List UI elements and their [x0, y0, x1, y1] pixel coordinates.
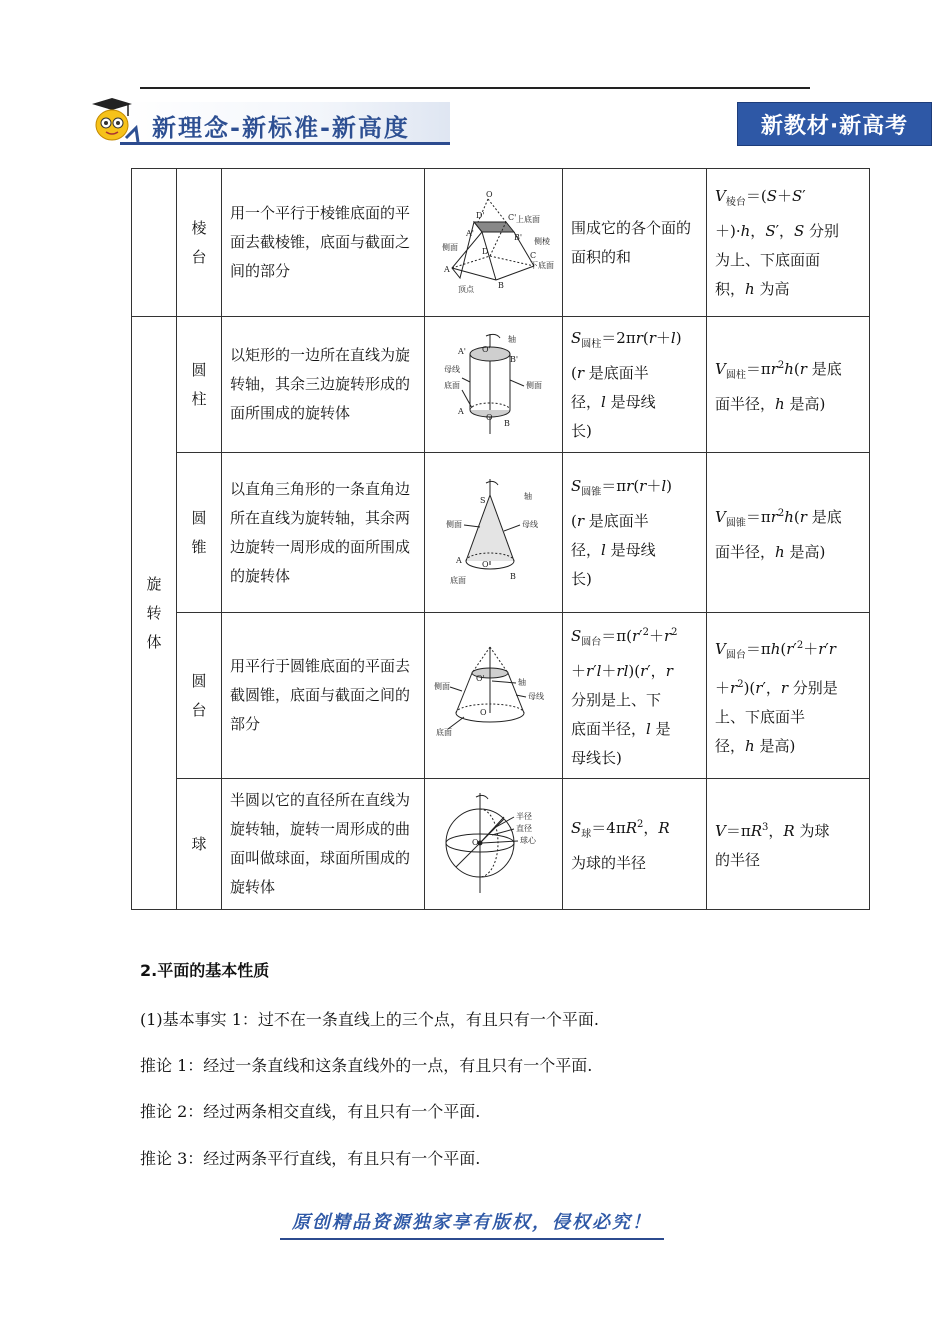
fig-label: A' — [465, 228, 474, 238]
frustum-pyramid-figure — [430, 188, 558, 298]
fig-label: A — [443, 264, 450, 274]
header-slogan: 新理念-新标准-新高度 — [152, 114, 410, 142]
figure-cell — [425, 613, 563, 779]
fig-label: 母线 — [521, 519, 538, 529]
copyright-footer: 原创精品资源独家享有版权，侵权必究！ — [280, 1208, 664, 1240]
category-cell — [132, 317, 177, 910]
figure-cell — [425, 317, 563, 453]
table-row — [132, 453, 870, 613]
paragraph: 推论 1：经过一条直线和这条直线外的一点，有且只有一个平面. — [140, 1056, 593, 1075]
definition-cell: 用一个平行于棱锥底面的平面去截棱锥，底面与截面之间的部分 — [222, 169, 425, 317]
definition-cell: 半圆以它的直径所在直线为旋转轴，旋转一周形成的曲面叫做球面，球面所围成的旋转体 — [222, 779, 425, 910]
table-row — [132, 317, 870, 453]
header-rule — [140, 87, 810, 89]
solid-name — [177, 779, 222, 910]
definition-cell: 以直角三角形的一条直角边所在直线为旋转轴，其余两边旋转一周形成的面所围成的旋转体 — [222, 453, 425, 613]
area-cell: 围成它的各个面的面积的和 — [563, 169, 707, 317]
fig-label: 底面 — [443, 380, 460, 390]
paragraph: 推论 3：经过两条平行直线，有且只有一个平面. — [140, 1149, 481, 1168]
figure-cell — [425, 169, 563, 317]
fig-label: 底面 — [449, 575, 466, 585]
solid-name — [177, 453, 222, 613]
paragraph: 推论 2：经过两条相交直线，有且只有一个平面. — [140, 1102, 481, 1121]
volume-cell: $V_{圆锥}=\pi r^2h(r$ 是底 面半径，h 是高) — [707, 453, 870, 613]
section-heading: 2.平面的基本性质 — [140, 961, 270, 980]
fig-label: O — [479, 707, 487, 717]
fig-label: B' — [513, 232, 522, 242]
fig-label: O' — [481, 344, 491, 354]
cone-figure — [430, 475, 558, 591]
table-row — [132, 169, 870, 317]
fig-label: 轴 — [517, 677, 526, 687]
fig-label: O' — [475, 673, 485, 683]
header-badge: 新教材·新高考 — [737, 102, 932, 146]
paragraph: (1)基本事实 1：过不在一条直线上的三个点，有且只有一个平面. — [140, 1010, 600, 1029]
category-cell-empty — [132, 169, 177, 317]
fig-label: D' — [475, 210, 485, 220]
header-banner — [80, 98, 452, 148]
fig-label: C — [529, 250, 536, 260]
figure-cell — [425, 453, 563, 613]
fig-label: O — [471, 838, 479, 847]
fig-label: B — [497, 280, 504, 290]
fig-label: 母线 — [527, 691, 544, 701]
solid-name-text: 圆台 — [191, 671, 207, 719]
table-row — [132, 613, 870, 779]
definition-cell: 用平行于圆锥底面的平面去截圆锥，底面与截面之间的部分 — [222, 613, 425, 779]
frustum-cone-figure — [430, 641, 558, 751]
fig-label: O — [485, 412, 493, 422]
fig-label: B' — [509, 354, 518, 364]
fig-label: 母线 — [443, 364, 460, 374]
fig-label: D — [481, 246, 488, 256]
solid-name — [177, 317, 222, 453]
solid-name-text: 圆柱 — [191, 360, 207, 408]
fig-label: A' — [457, 346, 466, 356]
volume-cell: $V_{棱台}=(S+S'$ ＋)·h，S′，S 分别 为上、下底面面 积，h 为高 — [707, 169, 870, 317]
area-cell: $S_{圆锥}=\pi r(r+l)$ (r 是底面半 径，l 是母线 长) — [563, 453, 707, 613]
cylinder-figure — [430, 330, 558, 440]
fig-label: 半径 — [515, 812, 532, 821]
fig-label: 底面 — [435, 727, 452, 737]
volume-cell: $V_{圆台}=\pi h(r'^2+r'r$ $+r^2)(r'$，r 分别是 上、下底面半 径，h 是高) — [707, 613, 870, 779]
fig-label: B — [503, 418, 510, 428]
area-cell: $S_{圆台}=\pi(r'^2+r^2$ ＋r′l＋rl)(r′，r 分别是上、下 底面半径，l 是 母线长) — [563, 613, 707, 779]
figure-cell — [425, 779, 563, 910]
table-row — [132, 779, 870, 910]
definition-cell: 以矩形的一边所在直线为旋转轴，其余三边旋转形成的面所围成的旋转体 — [222, 317, 425, 453]
fig-label: 顶点 — [457, 284, 474, 294]
fig-label: B — [509, 571, 516, 581]
fig-label: 侧棱 — [533, 236, 550, 246]
fig-label: 轴 — [507, 334, 516, 344]
solids-table — [131, 168, 870, 910]
fig-label: O — [485, 189, 493, 199]
volume-cell: $V=\pi R^3$，R 为球 的半径 — [707, 779, 870, 910]
mascot-icon — [82, 98, 142, 146]
fig-label: 侧面 — [445, 519, 462, 529]
solid-name — [177, 613, 222, 779]
solid-name — [177, 169, 222, 317]
sphere-figure — [430, 789, 558, 899]
fig-label: 下底面 — [529, 260, 554, 270]
fig-label: 侧面 — [433, 681, 450, 691]
fig-label: A — [455, 555, 462, 565]
fig-label: O — [481, 559, 489, 569]
volume-cell: $V_{圆柱}=\pi r^2h(r$ 是底 面半径，h 是高) — [707, 317, 870, 453]
fig-label: 直径 — [515, 824, 532, 833]
fig-label: 轴 — [523, 491, 532, 501]
solid-name-text: 球 — [191, 834, 207, 853]
fig-label: 侧面 — [441, 242, 458, 252]
category-text: 旋转体 — [146, 574, 162, 651]
solid-name-text: 棱台 — [191, 218, 207, 266]
area-cell: $S_球=4\pi R^2$，R 为球的半径 — [563, 779, 707, 910]
fig-label: S — [479, 495, 485, 505]
fig-label: 球心 — [519, 836, 536, 845]
fig-label: C' — [507, 212, 516, 222]
area-cell: $S_{圆柱}=2\pi r(r+l)$ (r 是底面半 径，l 是母线 长) — [563, 317, 707, 453]
fig-label: A — [457, 406, 464, 416]
solid-name-text: 圆锥 — [191, 508, 207, 556]
fig-label: 上底面 — [515, 214, 540, 224]
fig-label: 侧面 — [525, 380, 542, 390]
